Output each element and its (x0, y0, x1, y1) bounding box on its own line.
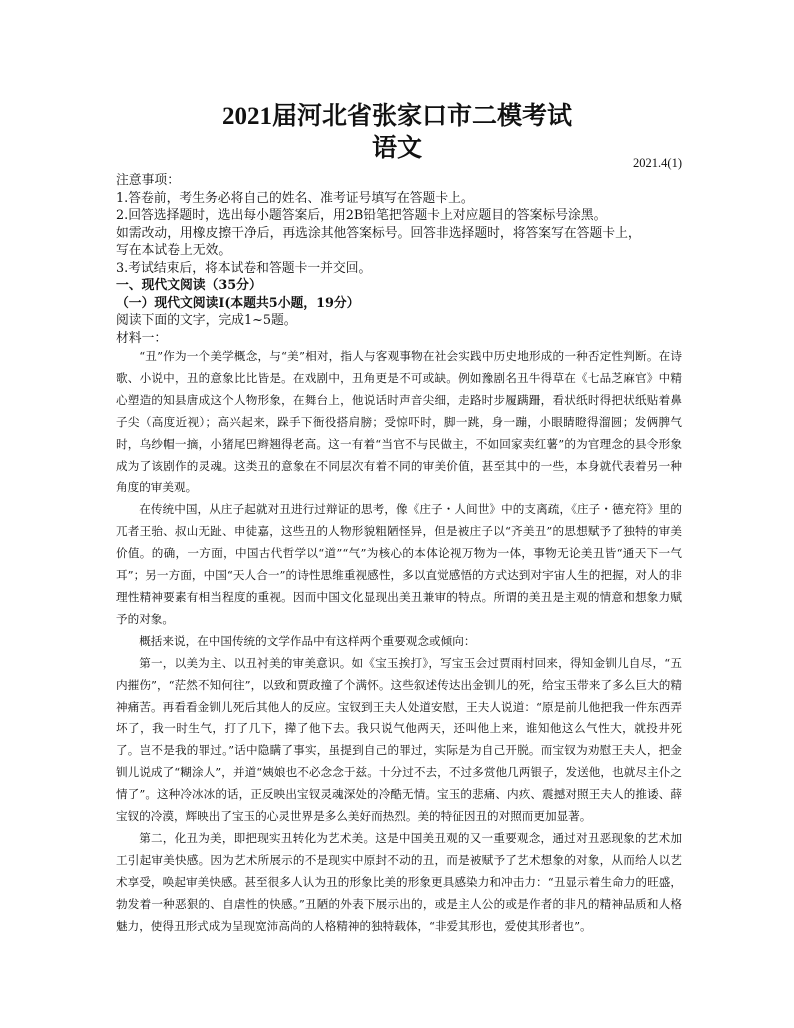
notes-item-3: 3.考试结束后，将本试卷和答题卡一并交回。 (116, 260, 372, 276)
section-heading: 一、现代文阅读（35分） (116, 278, 262, 293)
paragraph: 在传统中国，从庄子起就对丑进行过辩证的思考，像《庄子・人间世》中的支离疏，《庄子・德充符》里的兀者王骀、叔山无趾、申徒嘉，这些丑的人物形貌粗陋怪异，但是被庄子以“齐美丑”的思想赋予了独特的审美价值。的确，一方面，中国古代哲学以“道”“气”为核心的本体论视万物为一体，事物无论美丑皆“通天下一气耳”；另一方面，中国“天人合一”的诗性思维重视感性，多以直觉感悟的方式达到对宇宙人生的把握，对人的非理性精神要素有相当程度的重视。因而中国文化显现出美丑兼审的特点。所谓的美丑是主观的情意和想象力赋予的对象。 (116, 502, 682, 626)
paragraph: 概括来说，在中国传统的文学作品中有这样两个重要观念或倾向： (139, 633, 476, 648)
paragraph: 第一，以美为主、以丑衬美的审美意识。如《宝玉挨打》，写宝玉会过贾雨村回来，得知金钏儿自尽，“五内摧伤”，“茫然不知何往”，以致和贾政撞了个满怀。这些叙述传达出金钏儿的死，给宝玉带来了多么巨大的精神痛苦。再看看金钏儿死后其他人的反应。宝钗到王夫人处道安慰，王夫人说道：“原是前儿他把我一件东西弄坏了，我一时生气，打了几下，撵了他下去。我只说气他两天，还叫他上来，谁知他这么气性大，就投井死了。岂不是我的罪过。”话中隐瞒了事实，虽提到自己的罪过，实际是为自己开脱。而宝钗为劝慰王夫人，把金钏儿说成了“糊涂人”，并道“姨娘也不必念念于兹。十分过不去，不过多赏他几两银子，发送他，也就尽主仆之情了”。这种冷冰冰的话，正反映出宝钗灵魂深处的冷酷无情。宝玉的悲痛、内疚、震撼对照王夫人的推诿、薛宝钗的冷漠，辉映出了宝玉的心灵世界是多么美好而热烈。美的特征因丑的对照而更加显著。 (116, 655, 682, 824)
material-label: 材料一： (116, 330, 168, 346)
notes-item-2-cont: 如需改动，用橡皮擦干净后，再选涂其他答案标号。回答非选择题时，将答案写在答题卡上， (116, 225, 641, 241)
notes-item-2-end: 写在本试卷上无效。 (116, 243, 232, 258)
passage-body (116, 346, 682, 937)
exam-date: 2021.4(1) (633, 156, 682, 170)
instructions-block (116, 172, 682, 347)
exam-subject: 语文 (371, 135, 422, 162)
paragraph: “丑”作为一个美学概念，与“美”相对，指人与客观事物在社会实践中历史地形成的一种否定性判断。在诗歌、小说中，丑的意象比比皆是。在戏剧中，丑角更是不可或缺。例如豫剧名丑牛得草在《七品芝麻官》中精心塑造的知县唐成这个人物形象，在舞台上，他说话时声音尖细，走路时步履蹒跚，看状纸时得把状纸贴着鼻子尖（高度近视）；高兴起来，跺手下衙役搭肩膀；受惊吓时，脚一跳，身一蹦，小眼睛瞪得溜圆；发俩脾气时，乌纱帽一摘，小猪尾巴辫翘得老高。这一有着“当官不与民做主，不如回家卖红薯”的为官理念的县令形象成为了该剧作的灵魂。这类丑的意象在不同层次有着不同的审美价值，甚至其中的一些，本身就代表着另一种角度的审美观。 (116, 349, 682, 495)
reading-instruction: 阅读下面的文字，完成1~5题。 (116, 313, 297, 328)
subsection-heading: （一）现代文阅读I(本题共5小题，19分） (116, 295, 360, 311)
notes-item-2: 2.回答选择题时，选出每小题答案后，用2B铅笔把答题卡上对应题目的答案标号涂黑。 (116, 208, 607, 223)
exam-title: 2021届河北省张家口市二模考试 (221, 103, 572, 130)
notes-item-1: 1.答卷前，考生务必将自己的姓名、准考证号填写在答题卡上。 (116, 190, 474, 206)
paragraph: 第二，化丑为美，即把现实丑转化为艺术美。这是中国美丑观的又一重要观念，通过对丑恶现象的艺术加工引起审美快感。因为艺术所展示的不是现实中原封不动的丑，而是被赋予了艺术想象的对象，从而给人以艺术享受，唤起审美快感。甚至很多人认为丑的形象比美的形象更具感染力和冲击力：“丑显示着生命力的旺盛，勃发着一种恶狠的、自虐性的快感。”丑陋的外表下展示出的，或是主人公的或是作者的非凡的精神品质和人格魅力，使得丑形式成为呈现宽沛高尚的人格精神的独特载体，“非爱其形也，爱使其形者也”。 (116, 830, 682, 933)
notes-heading: 注意事项： (116, 173, 180, 188)
